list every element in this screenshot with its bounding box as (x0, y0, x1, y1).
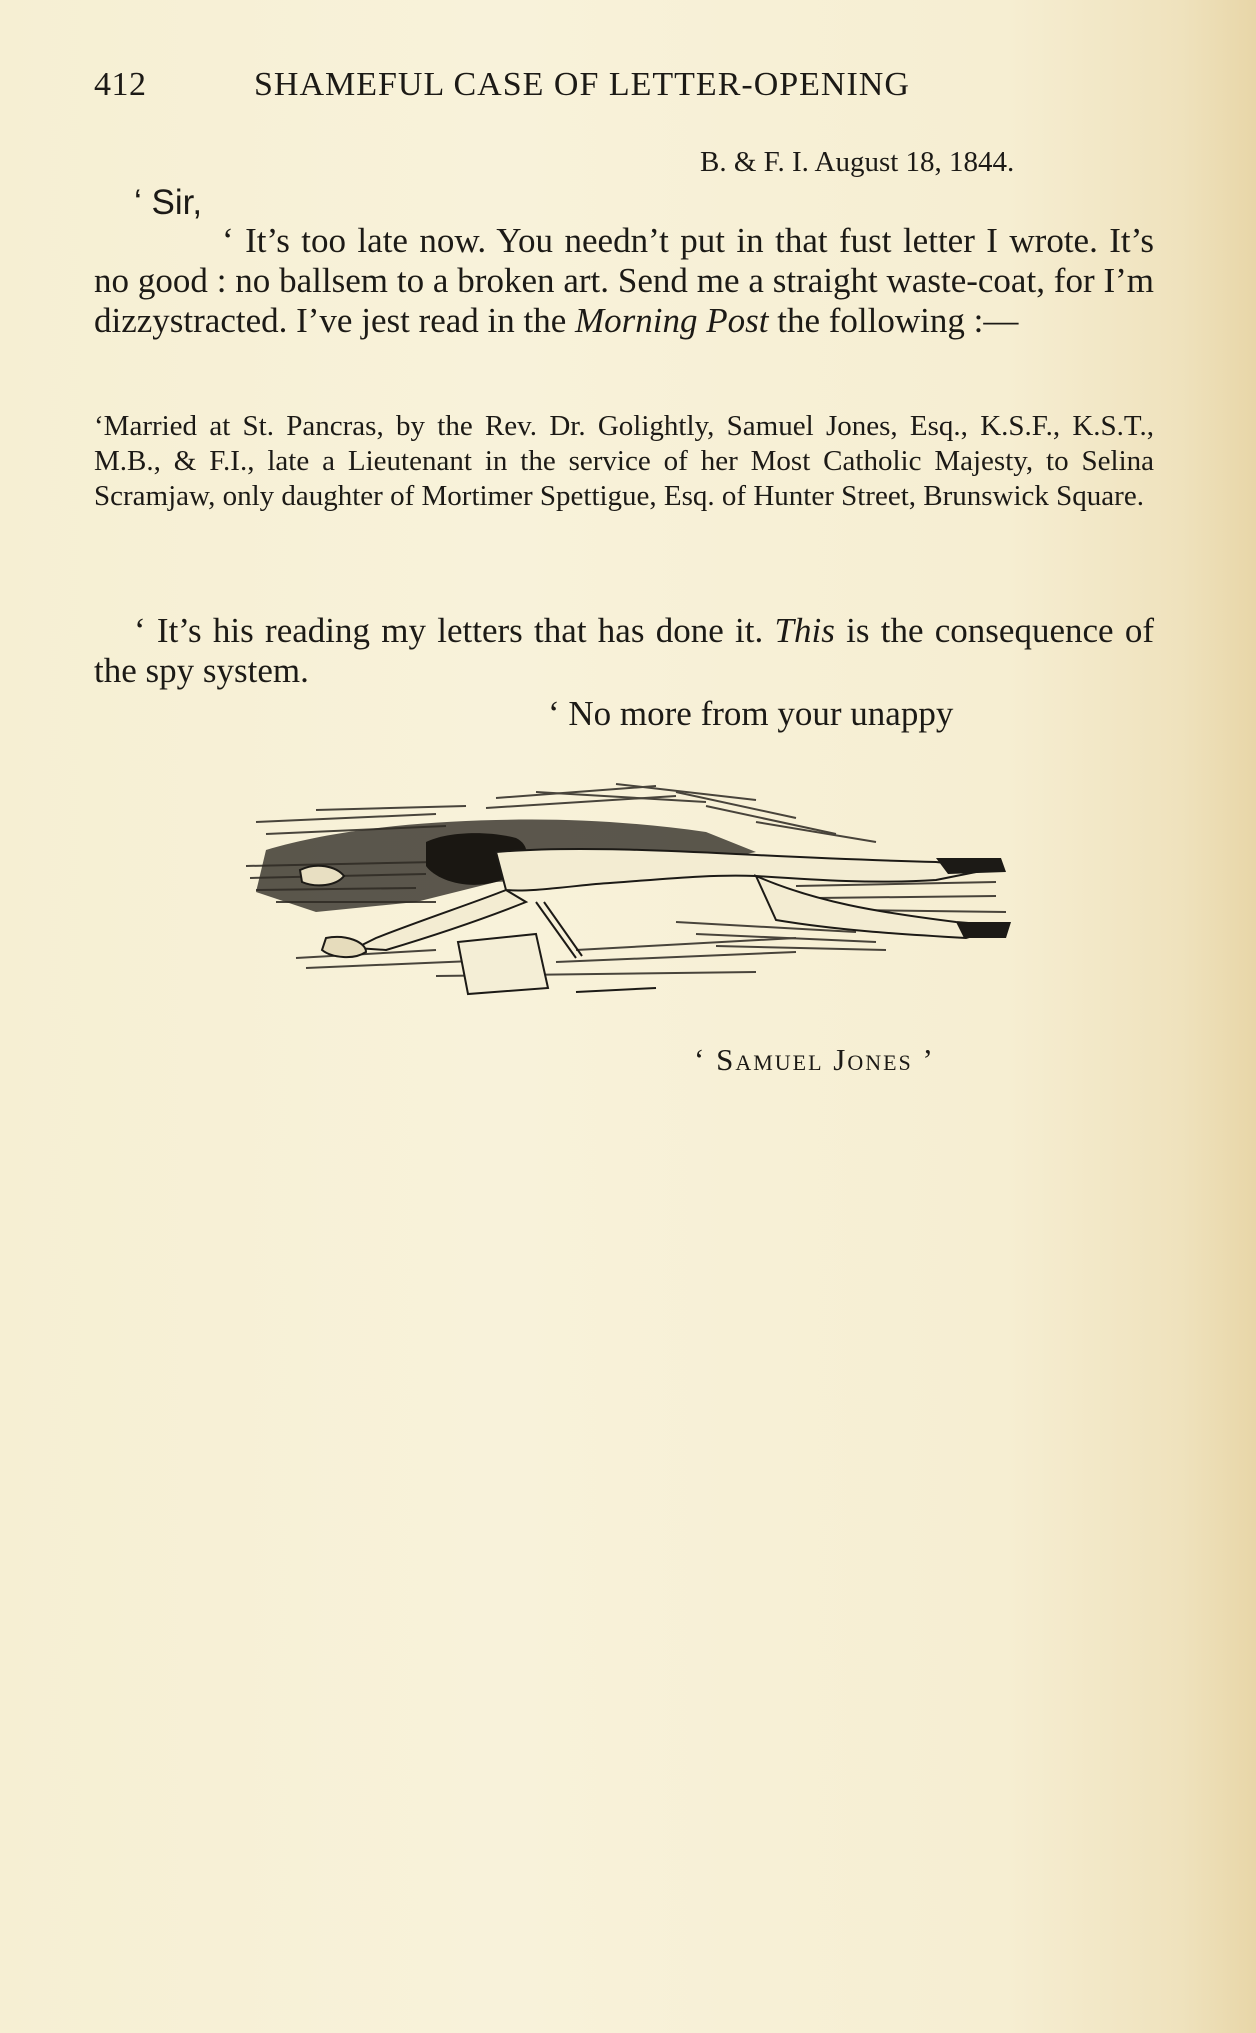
page-header (94, 66, 1154, 110)
paragraph-2-text-b: is the consequence of the spy system. (94, 611, 1154, 690)
letter-signature: ‘ Samuel Jones ’ (694, 1042, 935, 1077)
paragraph-1-text-a: ‘ It’s too late now. You needn’t put in that fust letter I wrote. It’s no good : no ballsem to a broken art. Send me a straight waste-coat, for I’m dizzystracted. I’ve jest read in the (94, 221, 1154, 340)
letter-paragraph-1 (94, 221, 1154, 341)
emphasis-word: This (774, 611, 835, 650)
marriage-announcement-quote: ‘Married at St. Pancras, by the Rev. Dr. Golightly, Samuel Jones, Esq., K.S.F., K.S.T., M.B., & F.I., late a Lieutenant in the service of her Most Catholic Majesty, to Selina Scramjaw, only daughter of Mortimer Spettigue, Esq. of Hunter Street, Brunswick Square. (94, 410, 1154, 512)
fallen-figure-engraving (236, 762, 1012, 1002)
newspaper-name: Morning Post (575, 301, 769, 340)
letter-paragraph-2 (94, 611, 1154, 691)
page-number: 412 (94, 66, 147, 103)
paragraph-2-text-a: ‘ It’s his reading my letters that has done it. (134, 611, 775, 650)
letter-dateline: B. & F. I. August 18, 1844. (700, 146, 1015, 178)
paragraph-1-text-b: the following :— (768, 301, 1019, 340)
letter-salutation: ‘ Sir, (134, 183, 203, 222)
running-title: SHAMEFUL CASE OF LETTER-OPENING (254, 66, 910, 103)
letter-closing: ‘ No more from your unappy (548, 694, 954, 733)
